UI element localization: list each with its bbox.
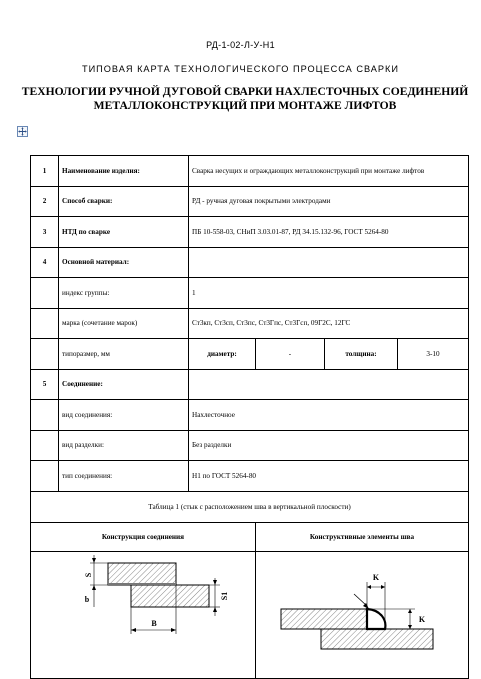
document-subtitle: ТИПОВАЯ КАРТА ТЕХНОЛОГИЧЕСКОГО ПРОЦЕССА СВАРКИ (81, 64, 400, 74)
table-row (31, 430, 469, 461)
row-label: марка (сочетание марок) (59, 308, 189, 339)
row-label: тип соединения: (59, 461, 189, 492)
row-value: Сварка несущих и ограждающих металлоконструкций при монтаже лифтов (189, 156, 469, 187)
row-number-empty (31, 308, 59, 339)
weld-elements-drawing (256, 551, 469, 678)
thickness-value: 3-10 (398, 339, 469, 370)
label-k-side: K (418, 614, 426, 624)
row-value (189, 369, 469, 400)
row-label: Соединение: (59, 369, 189, 400)
row-number-empty (31, 400, 59, 431)
row-number-empty (31, 461, 59, 492)
row-number: 2 (31, 186, 59, 217)
table-row (31, 156, 469, 187)
figure-header-row (31, 522, 469, 551)
row-label: Способ сварки: (59, 186, 189, 217)
row-label: Наименование изделия: (59, 156, 189, 187)
row-value: РД - ручная дуговая покрытыми электродами (189, 186, 469, 217)
row-number: 5 (31, 369, 59, 400)
table-row (31, 400, 469, 431)
table-row (31, 186, 469, 217)
row-value: 1 (189, 278, 469, 309)
label-b: b (84, 594, 90, 604)
label-B: B (151, 618, 157, 628)
table-row (31, 308, 469, 339)
row-number: 3 (31, 217, 59, 248)
label-k-top: K (372, 572, 380, 582)
table-row (31, 217, 469, 248)
figure-row (31, 551, 469, 678)
row-label: вид разделки: (59, 430, 189, 461)
row-label: типоразмер, мм (59, 339, 189, 370)
table-row (31, 247, 469, 278)
row-number: 4 (31, 247, 59, 278)
row-value: Без разделки (189, 430, 469, 461)
row-value (189, 247, 469, 278)
document-code: РД-1-02-Л-У-Н1 (206, 40, 275, 50)
table-row (31, 278, 469, 309)
joint-construction-drawing (31, 551, 256, 678)
row-label: Основной материал: (59, 247, 189, 278)
table-row (31, 339, 469, 370)
row-value: Ст3кп, Ст3сп, Ст3пс, Ст3Гпс, Ст3Гсп, 09Г2С, 12ГС (189, 308, 469, 339)
row-label: НТД по сварке (59, 217, 189, 248)
row-number-empty (31, 278, 59, 309)
table-caption-row (31, 491, 469, 522)
table-move-handle-icon[interactable] (17, 126, 28, 137)
label-s1: S1 (220, 591, 229, 600)
label-s: S (84, 572, 93, 577)
row-number-empty (31, 430, 59, 461)
row-value: ПБ 10-558-03, СНиП 3.03.01-87, РД 34.15.132-96, ГОСТ 5264-80 (189, 217, 469, 248)
elements-header: Конструктивные элементы шва (256, 522, 469, 551)
row-label: индекс группы: (59, 278, 189, 309)
document-title (20, 85, 470, 113)
welding-card-table (30, 155, 469, 679)
row-label: вид соединения: (59, 400, 189, 431)
construction-header: Конструкция соединения (31, 522, 256, 551)
row-number-empty (31, 339, 59, 370)
row-value: Н1 по ГОСТ 5264-80 (189, 461, 469, 492)
table-row (31, 369, 469, 400)
table-row (31, 461, 469, 492)
thickness-label: толщина: (325, 339, 398, 370)
table-caption: Таблица 1 (стык с расположением шва в вертикальной плоскости) (31, 491, 469, 522)
row-value: Нахлесточное (189, 400, 469, 431)
title-line-1: ТЕХНОЛОГИИ РУЧНОЙ ДУГОВОЙ СВАРКИ НАХЛЕСТОЧНЫХ СОЕДИНЕНИЙ (21, 85, 469, 98)
row-number: 1 (31, 156, 59, 187)
diameter-value: - (256, 339, 325, 370)
diameter-label: диаметр: (189, 339, 256, 370)
title-line-2: МЕТАЛЛОКОНСТРУКЦИЙ ПРИ МОНТАЖЕ ЛИФТОВ (93, 99, 397, 112)
